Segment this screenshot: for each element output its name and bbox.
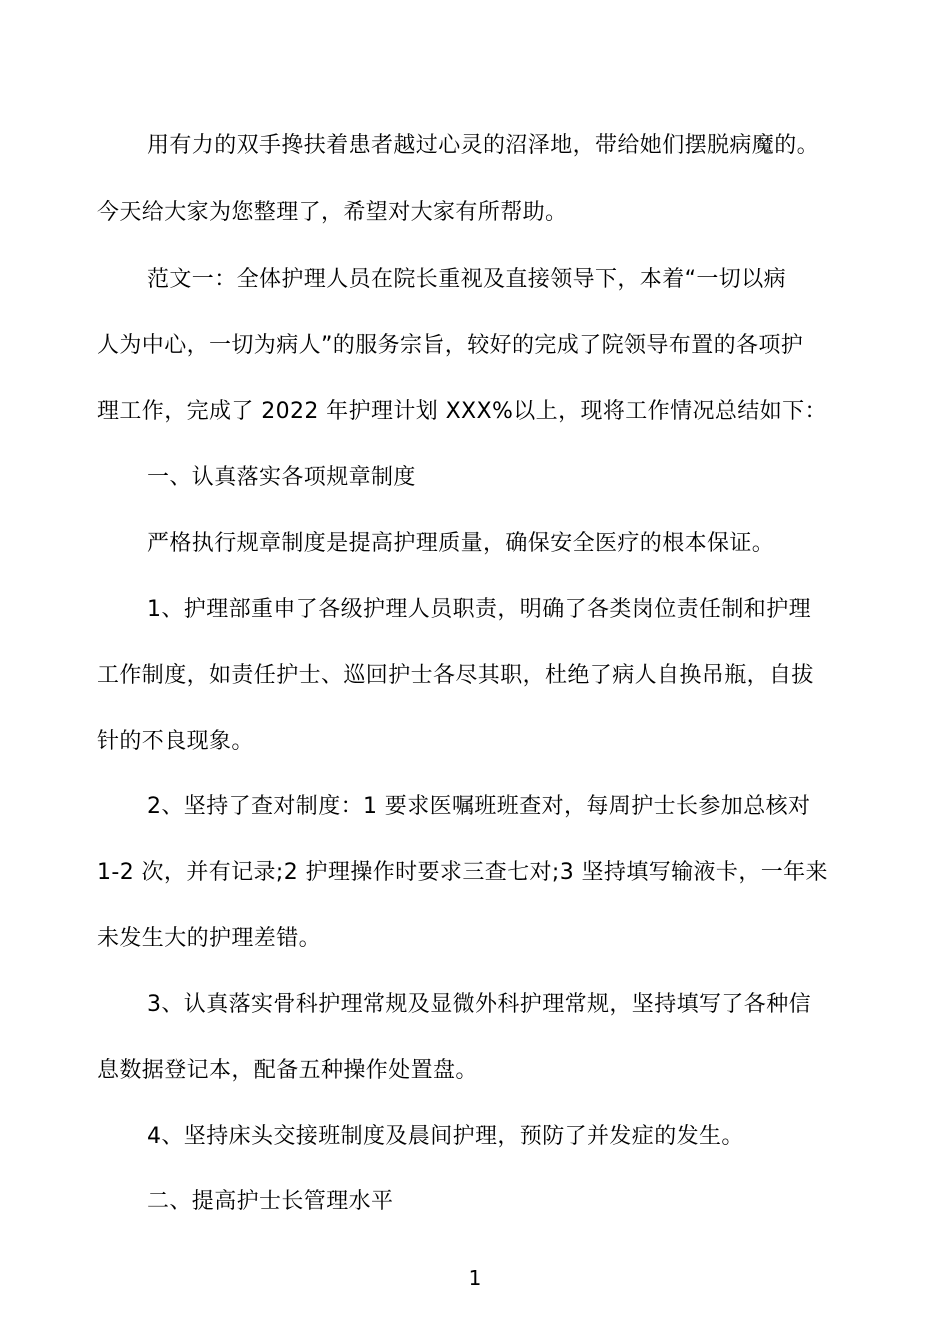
paragraph-line: 4、坚持床头交接班制度及晨间护理，预防了并发症的发生。 [147,1124,744,1149]
paragraph-line: 范文一：全体护理人员在院长重视及直接领导下，本着“一切以病 [147,267,786,292]
page-number: 1 [468,1266,482,1290]
paragraph-line: 1-2 次，并有记录;2 护理操作时要求三查七对;3 坚持填写输液卡，一年来 [97,860,828,885]
paragraph-line: 3、认真落实骨科护理常规及显微外科护理常规，坚持填写了各种信 [147,992,811,1017]
paragraph-line: 针的不良现象。 [97,729,254,754]
paragraph-line: 工作制度，如责任护士、巡回护士各尽其职，杜绝了病人自换吊瓶，自拔 [97,663,814,688]
section-heading: 一、认真落实各项规章制度 [147,465,416,490]
paragraph-line: 1、护理部重申了各级护理人员职责，明确了各类岗位责任制和护理 [147,597,811,622]
paragraph-line: 用有力的双手搀扶着患者越过心灵的沼泽地，带给她们摆脱病魔的。 [147,133,820,158]
paragraph-line: 人为中心，一切为病人”的服务宗旨，较好的完成了院领导布置的各项护 [97,333,804,358]
paragraph-line: 今天给大家为您整理了，希望对大家有所帮助。 [97,200,568,225]
section-heading: 二、提高护士长管理水平 [147,1189,394,1214]
paragraph-line: 未发生大的护理差错。 [97,926,322,951]
paragraph-line: 2、坚持了查对制度：1 要求医嘱班班查对，每周护士长参加总核对 [147,794,811,819]
paragraph-line: 息数据登记本，配备五种操作处置盘。 [97,1058,478,1083]
paragraph-line: 理工作，完成了 2022 年护理计划 XXX%以上，现将工作情况总结如下： [97,399,827,424]
paragraph-line: 严格执行规章制度是提高护理质量，确保安全医疗的根本保证。 [147,531,775,556]
